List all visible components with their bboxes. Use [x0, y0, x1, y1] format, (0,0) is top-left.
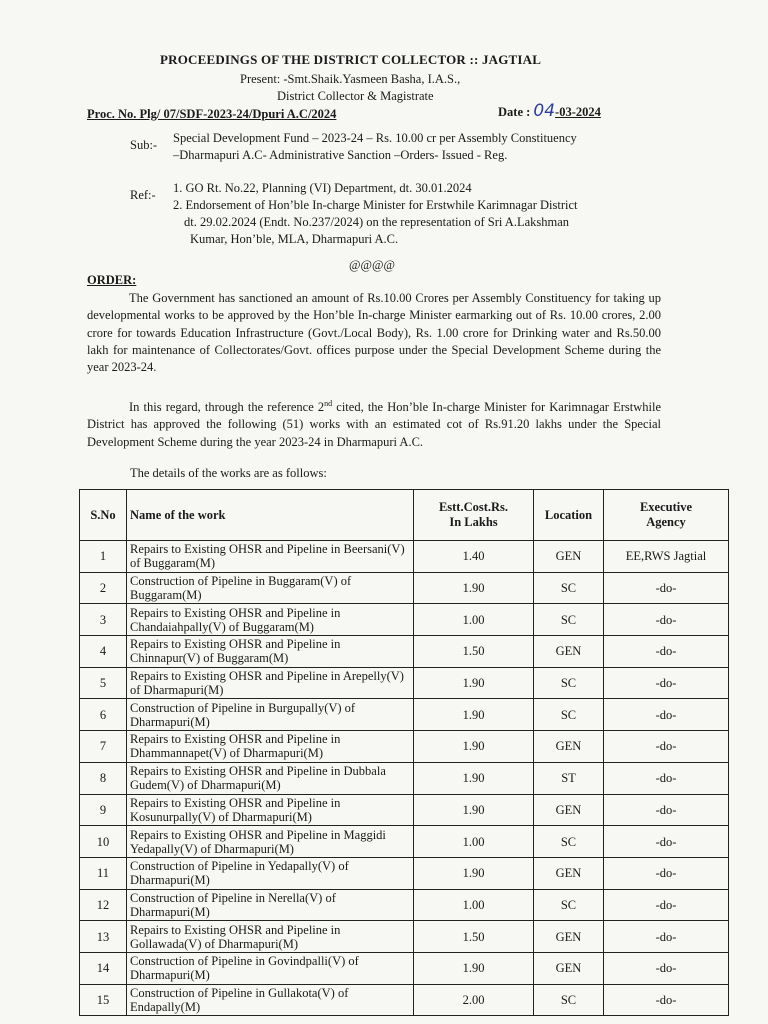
- cell-sno: 5: [80, 667, 127, 699]
- table-row: [80, 699, 729, 731]
- cell-location: SC: [534, 984, 604, 1016]
- reference-line: Kumar, Hon’ble, MLA, Dharmapuri A.C.: [190, 232, 399, 246]
- superscript-ordinal: nd: [324, 399, 333, 408]
- cell-work-name: Repairs to Existing OHSR and Pipeline in Chandaiahpally(V) of Buggaram(M): [127, 604, 414, 636]
- designation-line: District Collector & Magistrate: [277, 89, 434, 103]
- cell-location: ST: [534, 762, 604, 794]
- cell-cost: 1.00: [414, 604, 534, 636]
- cell-location: SC: [534, 667, 604, 699]
- cell-sno: 10: [80, 826, 127, 858]
- cell-cost: 1.50: [414, 921, 534, 953]
- cell-agency: -do-: [604, 921, 729, 953]
- table-row: [80, 857, 729, 889]
- works-table: [79, 489, 729, 1016]
- cell-location: SC: [534, 572, 604, 604]
- header-agency: [604, 490, 729, 541]
- table-row: [80, 572, 729, 604]
- header-cost: [414, 490, 534, 541]
- subject-text: [173, 130, 673, 164]
- cell-work-name: Construction of Pipeline in Nerella(V) of Dharmapuri(M): [127, 889, 414, 921]
- subject-line: –Dharmapuri A.C- Administrative Sanction –Orders- Issued - Reg.: [173, 148, 508, 162]
- cell-agency: -do-: [604, 952, 729, 984]
- cell-agency: -do-: [604, 699, 729, 731]
- handwritten-date-day: 04: [533, 101, 556, 121]
- cell-agency: -do-: [604, 984, 729, 1016]
- table-row: [80, 604, 729, 636]
- cell-cost: 2.00: [414, 984, 534, 1016]
- cell-work-name: Construction of Pipeline in Gullakota(V) of Endapally(M): [127, 984, 414, 1016]
- header-cost-line: In Lakhs: [449, 515, 498, 529]
- table-header-row: [80, 490, 729, 541]
- table-row: [80, 762, 729, 794]
- cell-cost: 1.40: [414, 541, 534, 573]
- cell-cost: 1.90: [414, 794, 534, 826]
- cell-sno: 1: [80, 541, 127, 573]
- cell-work-name: Construction of Pipeline in Govindpalli(V) of Dharmapuri(M): [127, 952, 414, 984]
- cell-work-name: Construction of Pipeline in Burgupally(V) of Dharmapuri(M): [127, 699, 414, 731]
- cell-location: SC: [534, 826, 604, 858]
- header-agency-line: Executive: [639, 500, 693, 514]
- cell-cost: 1.00: [414, 889, 534, 921]
- cell-sno: 14: [80, 952, 127, 984]
- cell-location: SC: [534, 699, 604, 731]
- document-title: PROCEEDINGS OF THE DISTRICT COLLECTOR :: JAGTIAL: [160, 52, 542, 67]
- table-row: [80, 984, 729, 1016]
- cell-location: GEN: [534, 731, 604, 763]
- cell-location: GEN: [534, 952, 604, 984]
- header-cost-line: Estt.Cost.Rs.: [438, 500, 509, 514]
- reference-item-2: [173, 197, 653, 248]
- table-row: [80, 541, 729, 573]
- cell-work-name: Repairs to Existing OHSR and Pipeline in Chinnapur(V) of Buggaram(M): [127, 636, 414, 668]
- cell-location: GEN: [534, 541, 604, 573]
- proceeding-number: Proc. No. Plg/ 07/SDF-2023-24/Dpuri A.C/2024: [87, 107, 337, 121]
- cell-cost: 1.90: [414, 952, 534, 984]
- cell-agency: -do-: [604, 857, 729, 889]
- header-name: Name of the work: [127, 490, 414, 541]
- paragraph-text: cited, the Hon’ble In-charge Minister for Karimnagar Erstwhile District has approved the following (51) works with an estimated cot of Rs.91.20 lakhs under the Special Development Scheme during the year 2023-24 in Dharmapuri A.C.: [87, 400, 661, 449]
- cell-work-name: Repairs to Existing OHSR and Pipeline in Gollawada(V) of Dharmapuri(M): [127, 921, 414, 953]
- cell-sno: 8: [80, 762, 127, 794]
- present-line: Present: -Smt.Shaik.Yasmeen Basha, I.A.S.,: [240, 72, 461, 86]
- order-heading: ORDER:: [87, 273, 137, 287]
- order-paragraph-2: [87, 395, 661, 451]
- header-agency-line: Agency: [646, 515, 686, 529]
- table-row: [80, 794, 729, 826]
- paragraph-text: In this regard, through the reference 2: [129, 400, 325, 415]
- table-row: [80, 667, 729, 699]
- table-row: [80, 921, 729, 953]
- cell-sno: 3: [80, 604, 127, 636]
- date-month-year: -03-2024: [555, 105, 601, 119]
- subject-label: Sub:-: [130, 138, 158, 152]
- cell-sno: 6: [80, 699, 127, 731]
- cell-sno: 13: [80, 921, 127, 953]
- order-paragraph-1: The Government has sanctioned an amount of Rs.10.00 Crores per Assembly Constituency for taking up developmental works to be approved by the Hon’ble In-charge Minister earmarking out of Rs. 10.00 crores, 2.00 crore for towards Education Infrastructure (Govt./Local Body), Rs. 1.00 crore for Drinking water and Rs.50.00 lakh for maintenance of Collectorates/Govt. offices purpose under the Special Development Scheme during the year 2023-24.: [87, 291, 661, 375]
- cell-work-name: Repairs to Existing OHSR and Pipeline in Dhammannapet(V) of Dharmapuri(M): [127, 731, 414, 763]
- cell-work-name: Repairs to Existing OHSR and Pipeline in Kosunurpally(V) of Dharmapuri(M): [127, 794, 414, 826]
- subject-line: Special Development Fund – 2023-24 – Rs. 10.00 cr per Assembly Constituency: [173, 131, 577, 145]
- date-label: Date :: [498, 105, 531, 119]
- cell-location: GEN: [534, 857, 604, 889]
- cell-location: GEN: [534, 636, 604, 668]
- cell-agency: -do-: [604, 889, 729, 921]
- cell-agency: -do-: [604, 826, 729, 858]
- separator-symbols: @@@@: [349, 258, 396, 272]
- reference-line: dt. 29.02.2024 (Endt. No.237/2024) on the representation of Sri A.Lakshman: [184, 215, 570, 229]
- table-row: [80, 889, 729, 921]
- cell-agency: -do-: [604, 572, 729, 604]
- cell-work-name: Repairs to Existing OHSR and Pipeline in Beersani(V) of Buggaram(M): [127, 541, 414, 573]
- cell-work-name: Construction of Pipeline in Yedapally(V) of Dharmapuri(M): [127, 857, 414, 889]
- cell-agency: -do-: [604, 667, 729, 699]
- cell-agency: EE,RWS Jagtial: [604, 541, 729, 573]
- cell-agency: -do-: [604, 604, 729, 636]
- cell-work-name: Construction of Pipeline in Buggaram(V) of Buggaram(M): [127, 572, 414, 604]
- header-sno: S.No: [80, 490, 127, 541]
- cell-work-name: Repairs to Existing OHSR and Pipeline in Arepelly(V) of Dharmapuri(M): [127, 667, 414, 699]
- reference-item-1: 1. GO Rt. No.22, Planning (VI) Department, dt. 30.01.2024: [173, 181, 472, 195]
- cell-sno: 12: [80, 889, 127, 921]
- table-row: [80, 731, 729, 763]
- table-row: [80, 636, 729, 668]
- cell-cost: 1.90: [414, 762, 534, 794]
- cell-cost: 1.90: [414, 667, 534, 699]
- cell-location: SC: [534, 889, 604, 921]
- cell-agency: -do-: [604, 762, 729, 794]
- cell-cost: 1.90: [414, 857, 534, 889]
- works-table-body: [80, 541, 729, 1016]
- details-intro: The details of the works are as follows:: [130, 466, 327, 480]
- cell-sno: 11: [80, 857, 127, 889]
- cell-sno: 2: [80, 572, 127, 604]
- cell-work-name: Repairs to Existing OHSR and Pipeline in Dubbala Gudem(V) of Dharmapuri(M): [127, 762, 414, 794]
- date-line: [498, 101, 601, 121]
- cell-sno: 4: [80, 636, 127, 668]
- cell-location: GEN: [534, 794, 604, 826]
- cell-work-name: Repairs to Existing OHSR and Pipeline in Maggidi Yedapally(V) of Dharmapuri(M): [127, 826, 414, 858]
- cell-agency: -do-: [604, 794, 729, 826]
- cell-sno: 15: [80, 984, 127, 1016]
- cell-location: GEN: [534, 921, 604, 953]
- cell-sno: 7: [80, 731, 127, 763]
- cell-cost: 1.90: [414, 572, 534, 604]
- cell-cost: 1.00: [414, 826, 534, 858]
- cell-location: SC: [534, 604, 604, 636]
- reference-line: 2. Endorsement of Hon’ble In-charge Minister for Erstwhile Karimnagar District: [173, 198, 578, 212]
- table-row: [80, 952, 729, 984]
- cell-cost: 1.90: [414, 731, 534, 763]
- table-row: [80, 826, 729, 858]
- header-location: Location: [534, 490, 604, 541]
- cell-cost: 1.50: [414, 636, 534, 668]
- cell-agency: -do-: [604, 636, 729, 668]
- cell-cost: 1.90: [414, 699, 534, 731]
- reference-label: Ref:-: [130, 188, 156, 202]
- cell-sno: 9: [80, 794, 127, 826]
- cell-agency: -do-: [604, 731, 729, 763]
